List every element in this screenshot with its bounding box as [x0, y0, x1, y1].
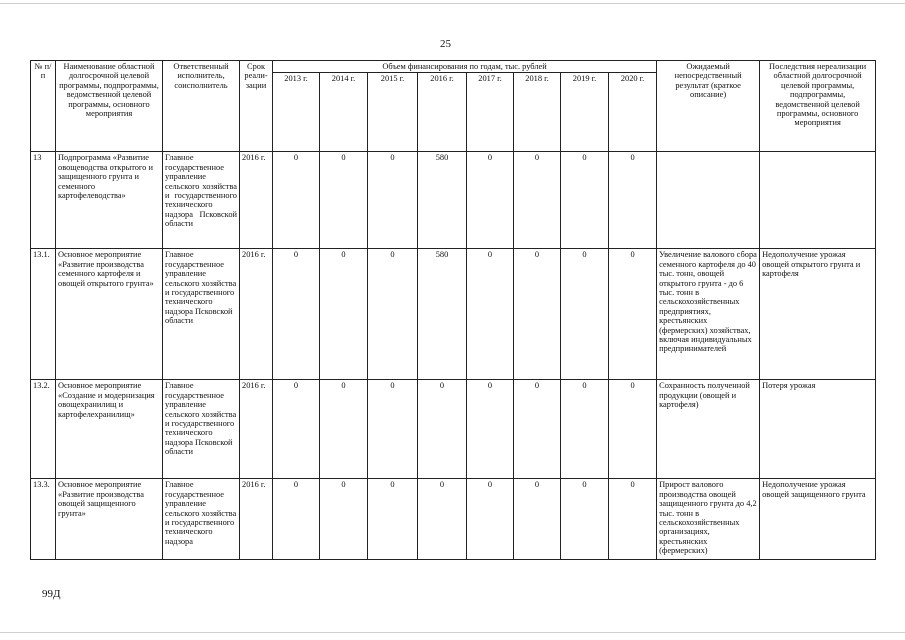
- row-responsible: Главное государственное управление сельского хозяйства и государственного технического надзора Псковской области: [163, 249, 240, 380]
- row-value: 0: [609, 249, 657, 380]
- row-num: 13.3.: [31, 479, 56, 560]
- header-responsible: Ответственный исполнитель, соисполнитель: [163, 61, 240, 152]
- row-responsible: Главное государственное управление сельского хозяйства и государственного технического надзора Псковской области: [163, 152, 240, 249]
- row-name: Основное мероприятие «Развитие производства овощей защищенного грунта»: [56, 479, 163, 560]
- row-value: 0: [514, 249, 561, 380]
- row-value: 0: [320, 152, 368, 249]
- row-value: 0: [368, 152, 418, 249]
- row-value: 0: [467, 380, 514, 479]
- row-value: 580: [418, 152, 467, 249]
- row-value: 0: [418, 479, 467, 560]
- year-cell: 2014 г.: [320, 73, 368, 152]
- row-result: Прирост валового производства овощей защищенного грунта до 4,2 тыс. тонн в сельскохозяйственных организациях, крестьянских (фермерских): [657, 479, 760, 560]
- scan-edge-bottom: [0, 632, 905, 633]
- year-cell: 2018 г.: [514, 73, 561, 152]
- row-result: Увеличение валового сбора семенного картофеля до 40 тыс. тонн, овощей открытого грунта - до 6 тыс. тонн в сельскохозяйственных предприятиях, крестьянских (фермерских) хозяйствах, включая индивидуальных предпринимателей: [657, 249, 760, 380]
- year-cell: 2019 г.: [561, 73, 609, 152]
- row-result: Сохранность полученной продукции (овощей и картофеля): [657, 380, 760, 479]
- row-value: 0: [561, 152, 609, 249]
- row-value: 0: [368, 249, 418, 380]
- row-value: 0: [609, 380, 657, 479]
- scan-edge-top: [0, 3, 905, 4]
- year-cell: 2013 г.: [273, 73, 320, 152]
- row-value: 0: [561, 380, 609, 479]
- row-num: 13: [31, 152, 56, 249]
- financing-table: [30, 60, 876, 560]
- header-funding: Объем финансирования по годам, тыс. рублей: [273, 61, 657, 73]
- table-row: [31, 380, 876, 479]
- header-num: № п/п: [31, 61, 56, 152]
- row-num: 13.2.: [31, 380, 56, 479]
- row-value: 0: [368, 479, 418, 560]
- row-value: 0: [368, 380, 418, 479]
- row-name: Основное мероприятие «Создание и модернизация овощехранилищ и картофелехранилищ»: [56, 380, 163, 479]
- row-value: 0: [273, 479, 320, 560]
- table-row: [31, 479, 876, 560]
- year-cell: 2020 г.: [609, 73, 657, 152]
- row-num: 13.1.: [31, 249, 56, 380]
- row-value: 0: [418, 380, 467, 479]
- row-consequences: [760, 152, 876, 249]
- row-consequences: Потеря урожая: [760, 380, 876, 479]
- year-cell: 2016 г.: [418, 73, 467, 152]
- table-row: [31, 249, 876, 380]
- row-value: 0: [467, 249, 514, 380]
- row-value: 0: [273, 380, 320, 479]
- header-consequences: Последствия нереализации областной долгосрочной целевой программы, подпрограммы, ведомственной целевой программы, основного мероприятия: [760, 61, 876, 152]
- row-name: Подпрограмма «Развитие овощеводства открытого и защищенного грунта и семенного картофелеводства»: [56, 152, 163, 249]
- header-row: [31, 61, 876, 73]
- row-responsible: Главное государственное управление сельского хозяйства и государственного технического надзора Псковской области: [163, 380, 240, 479]
- row-value: 0: [609, 152, 657, 249]
- row-term: 2016 г.: [240, 152, 273, 249]
- row-value: 580: [418, 249, 467, 380]
- row-value: 0: [467, 152, 514, 249]
- header-result: Ожидаемый непосредственный результат (краткое описание): [657, 61, 760, 152]
- row-value: 0: [561, 479, 609, 560]
- row-consequences: Недополучение урожая овощей защищенного грунта: [760, 479, 876, 560]
- row-value: 0: [320, 380, 368, 479]
- row-value: 0: [273, 249, 320, 380]
- row-value: 0: [514, 479, 561, 560]
- row-term: 2016 г.: [240, 380, 273, 479]
- row-value: 0: [514, 152, 561, 249]
- row-value: 0: [467, 479, 514, 560]
- header-term: Срок реали-зации: [240, 61, 273, 152]
- row-result: [657, 152, 760, 249]
- row-term: 2016 г.: [240, 479, 273, 560]
- header-name: Наименование областной долгосрочной целевой программы, подпрограммы, ведомственной целевой программы, основного мероприятия: [56, 61, 163, 152]
- row-value: 0: [273, 152, 320, 249]
- row-value: 0: [320, 479, 368, 560]
- row-responsible: Главное государственное управление сельского хозяйства и государственного технического надзора: [163, 479, 240, 560]
- row-name: Основное мероприятие «Развитие производства семенного картофеля и овощей открытого грунта»: [56, 249, 163, 380]
- row-consequences: Недополучение урожая овощей открытого грунта и картофеля: [760, 249, 876, 380]
- row-value: 0: [561, 249, 609, 380]
- footer-mark: 99Д: [42, 588, 61, 600]
- row-value: 0: [320, 249, 368, 380]
- page-number: 25: [440, 38, 451, 50]
- row-term: 2016 г.: [240, 249, 273, 380]
- table-row: [31, 152, 876, 249]
- year-cell: 2017 г.: [467, 73, 514, 152]
- row-value: 0: [514, 380, 561, 479]
- year-cell: 2015 г.: [368, 73, 418, 152]
- row-value: 0: [609, 479, 657, 560]
